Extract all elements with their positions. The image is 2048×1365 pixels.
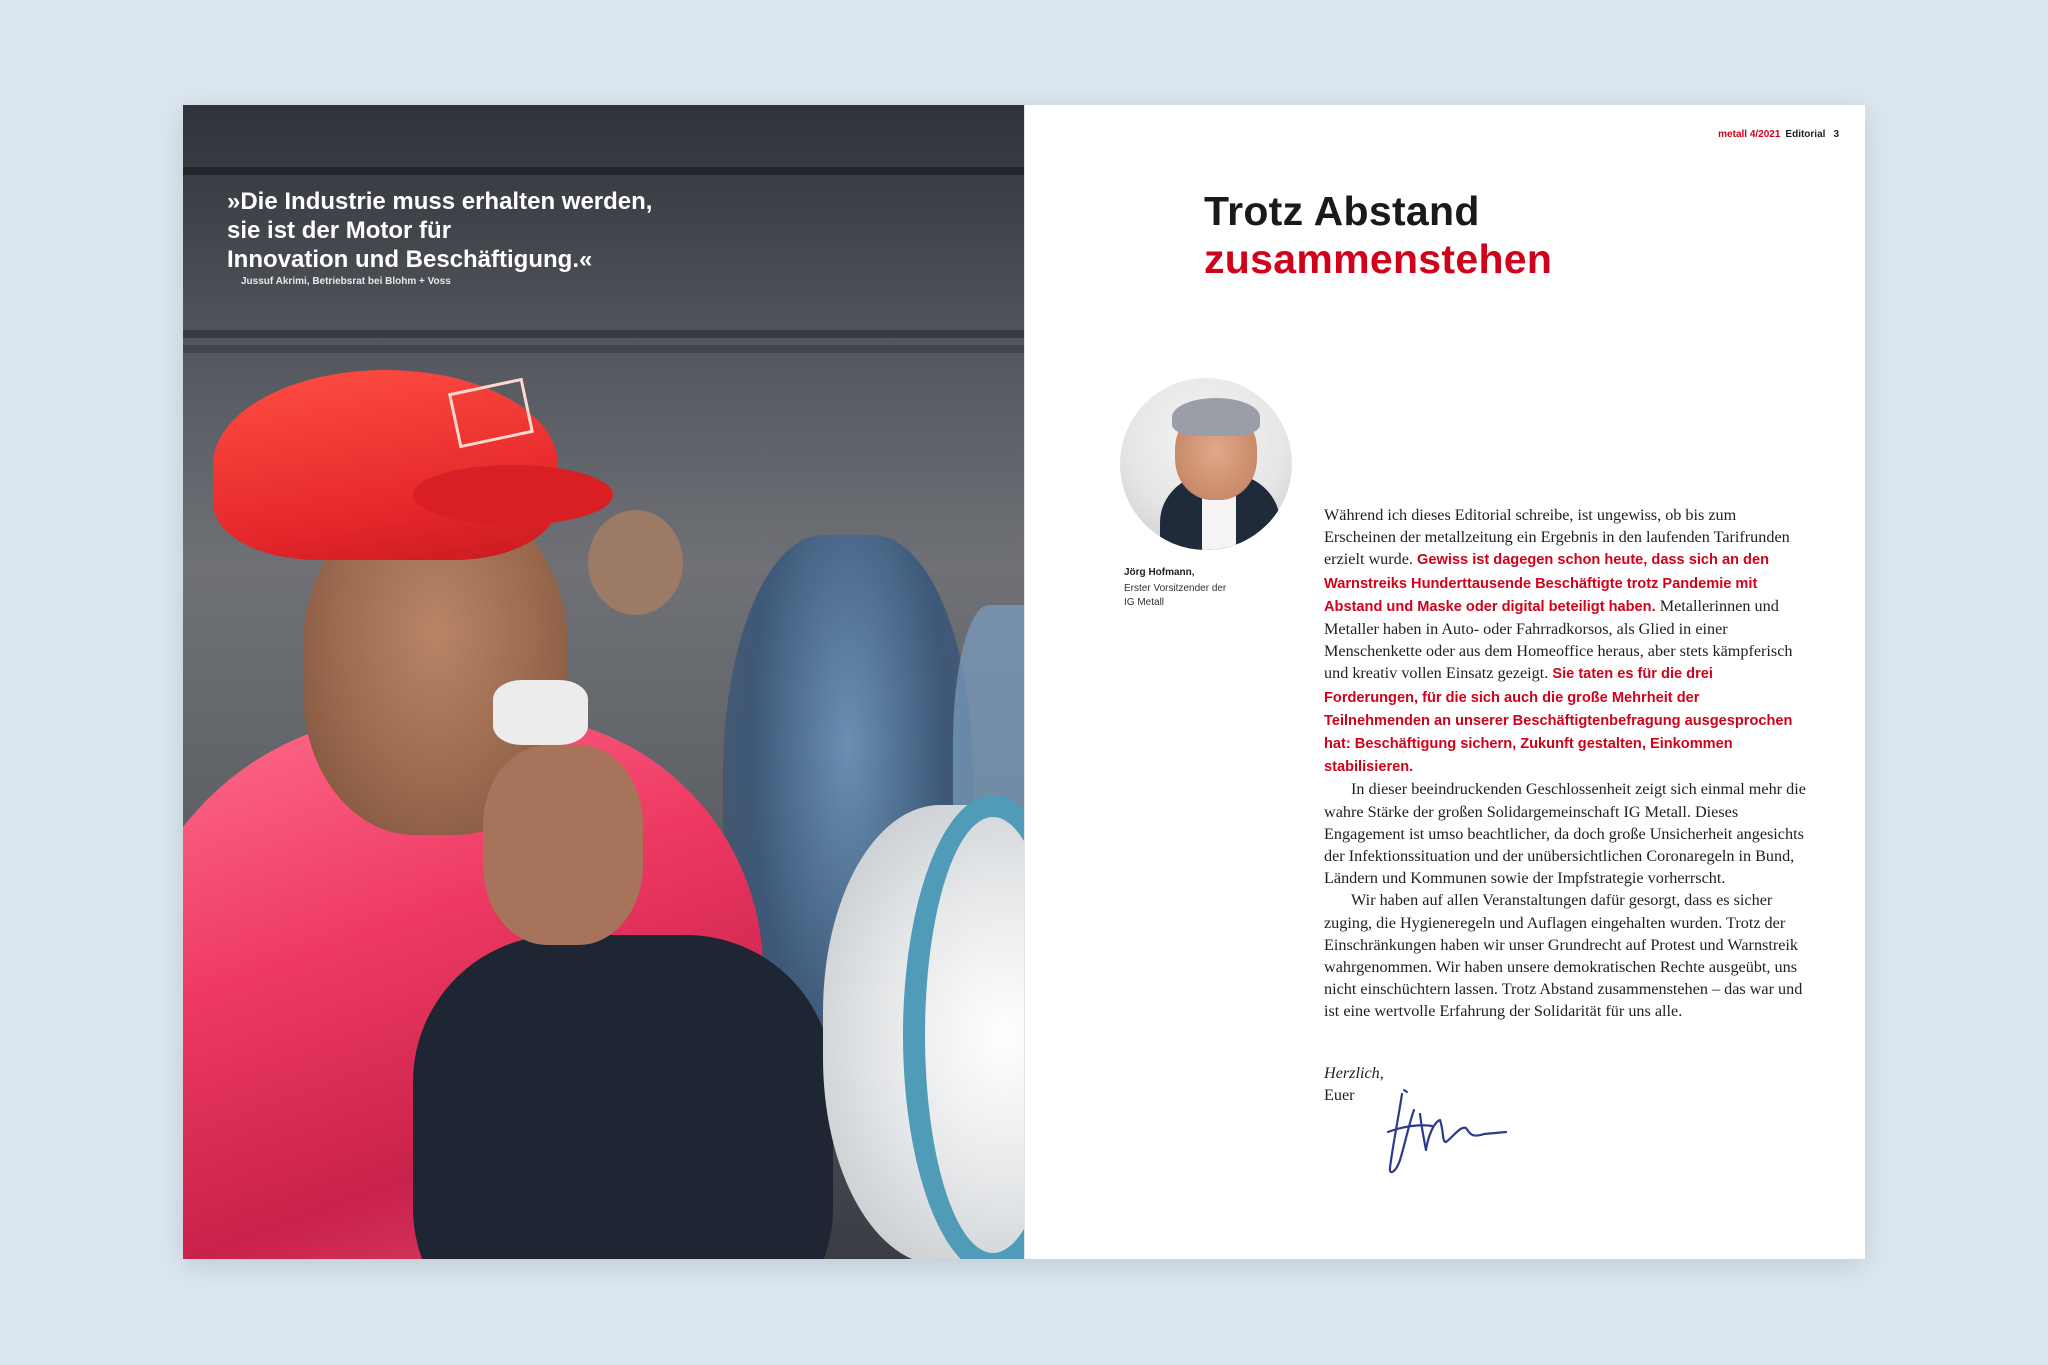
portrait-hair [1172,398,1260,436]
caption-role: Erster Vorsitzender der IG Metall [1124,583,1227,608]
closing [1324,1062,1384,1106]
magazine-spread [183,105,1864,1259]
headline-line-1: Trotz Abstand [1204,188,1480,234]
magazine-issue: metall 4/2021 [1718,129,1781,140]
body-text-span: Metallerinnen und Metaller haben in Auto- oder Fahrradkorsos, als Glied in einer Menschenkette oder aus dem Homeoffice heraus, aber stets kämpferisch und kreativ vollen Einsatz gezeigt. [1324,596,1793,683]
paragraph-3: Wir haben auf allen Veranstaltungen dafür gesorgt, dass es sicher zuging, die Hygieneregeln und Auflagen eingehalten wurden. Trotz der Einschränkungen haben wir unser Grundrecht auf Protest und Warnstreik wahrgenommen. Wir haben unsere demokratischen Rechte ausgeübt, uns nicht einschüchtern lassen. Trotz Abstand zusammenstehen – das war und ist eine wertvolle Erfahrung der Solidarität für uns alle. [1324,891,1803,1021]
hand [483,745,643,945]
pull-quote: »Die Industrie muss erhalten werden, sie ist der Motor für Innovation und Beschäftigung.« [227,188,653,273]
photo-stripe [183,167,1024,175]
sign-off: Euer [1324,1086,1355,1104]
background-face [588,510,683,615]
folio [1718,129,1839,140]
greeting: Herzlich, [1324,1064,1384,1082]
headline [1204,187,1552,283]
highlight-text: Sie taten es für die drei Forderungen, für die sich auch die große Mehrheit der Teilnehmenden an unserer Beschäftigtenbefragung ausgesprochen hat: Beschäftigung sichern, Zukunft gestalten, Einkommen stabilisieren. [1324,666,1793,776]
editorial-body [1324,504,1808,1023]
cover-photo [183,105,1024,1259]
microphone [493,680,588,745]
cap-brim [413,465,613,525]
editorial-page [1024,105,1865,1259]
caption-name: Jörg Hofmann, [1124,567,1195,578]
photo-stripe [183,330,1024,338]
author-portrait [1120,378,1292,550]
body-text-span: Während ich dieses Editorial schreibe, ist ungewiss, ob bis zum Erscheinen der metallzeitung ein Ergebnis in den laufenden Tarifrunden erzielt wurde. [1324,506,1790,569]
highlight-text: Gewiss ist dagegen schon heute, dass sich an den Warnstreiks Hunderttausende Beschäftigte trotz Pandemie mit Abstand und Maske oder digital beteiligt haben. [1324,552,1770,615]
paragraph-1 [1324,504,1808,778]
page-number: 3 [1833,129,1839,140]
headline-line-2: zusammenstehen [1204,236,1553,282]
paragraph-2: In dieser beeindruckenden Geschlossenheit zeigt sich einmal mehr die wahre Stärke der großen Solidargemeinschaft IG Metall. Dieses Engagement ist umso beachtlicher, da doch große Unsicherheit angesichts der Infektionssituation und der unübersichtlichen Coronaregeln in Bund, Ländern und Kommunen sowie der Impfstrategie vorherrscht. [1324,780,1806,888]
signature-image [1380,1080,1510,1180]
section-name: Editorial [1785,129,1826,140]
jacket [413,935,833,1259]
quote-author: Jussuf Akrimi, Betriebsrat bei Blohm + Voss [241,276,451,287]
photo-stripe [183,345,1024,353]
